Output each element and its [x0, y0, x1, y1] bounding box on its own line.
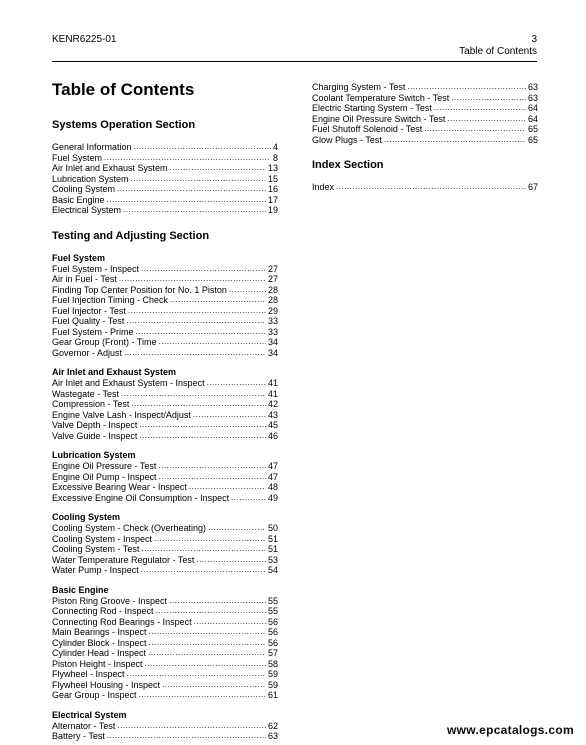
toc-page-number: 49 [267, 492, 278, 503]
toc-entry-label: Compression - Test [52, 399, 130, 409]
toc-leader-dots [170, 295, 266, 306]
toc-entry-label: Main Bearings - Inspect [52, 627, 147, 637]
toc-leader-dots [159, 337, 266, 348]
toc-leader-dots [447, 114, 526, 125]
toc-entry-label: Connecting Rod - Inspect [52, 606, 154, 616]
toc-leader-dots [139, 420, 266, 431]
toc-page-number: 42 [267, 399, 278, 409]
toc-entry-label: Alternator - Test [52, 720, 116, 731]
toc-entry[interactable] [52, 410, 278, 421]
toc-subsection-heading: Air Inlet and Exhaust System [52, 367, 177, 377]
toc-page-number: 67 [527, 182, 538, 192]
toc-subsection-heading: Electrical System [52, 709, 127, 720]
toc-page-number: 19 [267, 205, 278, 215]
toc-leader-dots [162, 680, 266, 691]
toc-page-number: 61 [267, 690, 278, 700]
toc-entry-label: Air Inlet and Exhaust System - Inspect [52, 378, 205, 388]
toc-leader-dots [119, 274, 266, 285]
toc-entry[interactable] [52, 195, 278, 206]
toc-entry[interactable] [52, 431, 278, 442]
toc-page-number: 63 [267, 731, 278, 741]
toc-leader-dots [154, 534, 266, 545]
toc-leader-dots [169, 596, 266, 607]
toc-page-number: 47 [267, 461, 278, 471]
toc-page-number: 48 [267, 482, 278, 492]
toc-entry-label: Piston Height - Inspect [52, 658, 143, 669]
toc-leader-dots [134, 142, 271, 153]
toc-page-number: 55 [267, 606, 278, 616]
toc-leader-dots [117, 721, 266, 732]
toc-page-number: 50 [267, 523, 278, 533]
toc-entry-label: Air in Fuel - Test [52, 274, 117, 284]
toc-entry-label: Connecting Rod Bearings - Inspect [52, 616, 192, 627]
toc-entry[interactable] [52, 461, 278, 472]
toc-leader-dots [107, 731, 266, 742]
toc-page-number: 56 [267, 627, 278, 637]
toc-leader-dots [107, 195, 266, 206]
watermark-url: www.epcatalogs.com [447, 723, 574, 737]
toc-page-number: 8 [272, 152, 278, 163]
toc-entry[interactable] [52, 680, 278, 691]
toc-entry[interactable] [52, 420, 278, 431]
toc-leader-dots [145, 659, 266, 670]
toc-page-number: 41 [267, 388, 278, 399]
toc-section-heading: Testing and Adjusting Section [52, 229, 210, 242]
toc-entry-label: Lubrication System [52, 173, 129, 184]
toc-leader-dots [104, 153, 271, 164]
toc-entry[interactable] [52, 565, 278, 576]
toc-entry[interactable] [52, 731, 278, 742]
toc-page-number: 58 [267, 658, 278, 669]
toc-leader-dots [139, 690, 266, 701]
toc-entry[interactable] [52, 534, 278, 545]
toc-left-column [52, 80, 278, 742]
toc-entry-label: Engine Oil Pressure Switch - Test [312, 113, 446, 124]
toc-entry[interactable] [52, 153, 278, 164]
toc-entry[interactable] [52, 327, 278, 338]
toc-entry-label: Finding Top Center Position for No. 1 Piston [52, 284, 227, 295]
toc-section-heading: Systems Operation Section [52, 119, 196, 131]
toc-page-number: 65 [527, 134, 538, 145]
toc-leader-dots [121, 389, 266, 400]
toc-entry-label: Valve Guide - Inspect [52, 430, 138, 441]
toc-page-number: 63 [527, 92, 538, 103]
toc-entry-label: Cylinder Head - Inspect [52, 648, 147, 658]
toc-leader-dots [193, 410, 266, 421]
toc-page-number: 59 [267, 669, 278, 679]
toc-leader-dots [208, 523, 266, 534]
toc-page-number: 34 [267, 337, 278, 347]
toc-entry[interactable] [52, 264, 278, 275]
toc-entry-label: General Information [52, 142, 132, 152]
toc-entry[interactable] [312, 82, 538, 93]
toc-page-number: 27 [267, 263, 278, 274]
toc-entry[interactable] [52, 378, 278, 389]
toc-page-number: 4 [272, 142, 278, 152]
running-header [459, 34, 537, 58]
toc-entry-label: Electrical System [52, 205, 122, 215]
toc-entry-label: Coolant Temperature Switch - Test [312, 92, 450, 103]
toc-leader-dots [384, 135, 526, 146]
toc-page-number: 27 [267, 274, 278, 284]
toc-page-number: 54 [267, 565, 278, 575]
toc-leader-dots [126, 316, 266, 327]
toc-entry[interactable] [312, 182, 538, 193]
toc-entry[interactable] [312, 114, 538, 125]
toc-entry-label: Cylinder Block - Inspect [52, 637, 147, 648]
page-title: Table of Contents [52, 80, 195, 99]
toc-leader-dots [141, 565, 266, 576]
toc-entry-label: Wastegate - Test [52, 388, 120, 399]
toc-leader-dots [131, 174, 266, 185]
toc-entry[interactable] [52, 544, 278, 555]
toc-leader-dots [141, 264, 266, 275]
page-number: 3 [531, 34, 537, 45]
toc-list-right [312, 82, 538, 193]
toc-entry[interactable] [52, 348, 278, 359]
toc-entry-label: Air Inlet and Exhaust System [52, 163, 168, 173]
toc-entry-label: Cooling System - Test [52, 544, 140, 554]
toc-page-number: 15 [267, 173, 278, 184]
toc-page-number: 51 [267, 533, 278, 544]
toc-page-number: 56 [267, 637, 278, 648]
toc-entry-label: Gear Group - Inspect [52, 690, 137, 700]
toc-entry-label: Charging System - Test [312, 82, 406, 92]
toc-entry[interactable] [52, 295, 278, 306]
toc-entry[interactable] [52, 482, 278, 493]
toc-entry[interactable] [52, 596, 278, 607]
toc-entry[interactable] [52, 163, 278, 174]
toc-entry[interactable] [52, 721, 278, 732]
toc-leader-dots [149, 638, 266, 649]
toc-entry-label: Governor - Adjust [52, 347, 123, 358]
toc-page-number: 33 [267, 326, 278, 337]
toc-list-left [52, 119, 278, 742]
toc-entry[interactable] [312, 93, 538, 104]
toc-leader-dots [434, 103, 526, 114]
toc-entry-label: Engine Oil Pressure - Test [52, 461, 157, 471]
toc-entry[interactable] [52, 523, 278, 534]
toc-entry[interactable] [52, 638, 278, 649]
toc-entry-label: Fuel Injection Timing - Check [52, 295, 169, 305]
toc-page-number: 59 [267, 679, 278, 690]
toc-leader-dots [407, 82, 526, 93]
toc-leader-dots [424, 124, 526, 135]
toc-entry[interactable] [52, 184, 278, 195]
toc-page-number: 33 [267, 316, 278, 326]
toc-entry[interactable] [52, 606, 278, 617]
toc-page-number: 64 [527, 113, 538, 124]
toc-leader-dots [141, 544, 266, 555]
toc-subsection-heading: Fuel System [52, 252, 106, 263]
toc-entry-label: Electric Starting System - Test [312, 103, 432, 113]
toc-leader-dots [194, 617, 266, 628]
toc-entry-label: Fuel System - Inspect [52, 263, 140, 274]
toc-right-column [312, 82, 538, 193]
toc-page-number: 62 [267, 720, 278, 731]
toc-entry[interactable] [52, 648, 278, 659]
toc-entry[interactable] [52, 690, 278, 701]
toc-subsection-heading: Cooling System [52, 512, 121, 522]
toc-page-number: 55 [267, 595, 278, 606]
toc-page-number: 17 [267, 194, 278, 205]
toc-entry-label: Basic Engine [52, 194, 105, 205]
toc-entry[interactable] [52, 472, 278, 483]
toc-leader-dots [189, 482, 266, 493]
toc-leader-dots [229, 285, 266, 296]
toc-entry[interactable] [52, 617, 278, 628]
toc-entry-label: Water Temperature Regulator - Test [52, 554, 195, 565]
toc-entry[interactable] [52, 389, 278, 400]
toc-entry-label: Fuel Shutoff Solenoid - Test [312, 124, 423, 134]
toc-leader-dots [159, 472, 266, 483]
toc-leader-dots [124, 348, 266, 359]
toc-entry[interactable] [52, 399, 278, 410]
toc-leader-dots [156, 606, 266, 617]
toc-entry-label: Gear Group (Front) - Time [52, 337, 157, 347]
toc-entry[interactable] [52, 659, 278, 670]
toc-entry-label: Excessive Engine Oil Consumption - Inspect [52, 492, 230, 503]
toc-leader-dots [196, 555, 266, 566]
toc-entry-label: Fuel System [52, 152, 103, 163]
toc-leader-dots [148, 648, 266, 659]
toc-entry[interactable] [52, 669, 278, 680]
toc-entry[interactable] [312, 135, 538, 146]
toc-entry-label: Flywheel - Inspect [52, 669, 125, 679]
toc-page-number: 16 [267, 184, 278, 194]
toc-entry[interactable] [52, 337, 278, 348]
toc-entry-label: Excessive Bearing Wear - Inspect [52, 482, 187, 492]
toc-leader-dots [127, 669, 266, 680]
toc-page-number: 29 [267, 305, 278, 316]
toc-page-number: 46 [267, 430, 278, 441]
toc-entry[interactable] [52, 285, 278, 296]
toc-page-number: 28 [267, 284, 278, 295]
toc-entry[interactable] [52, 627, 278, 638]
toc-entry[interactable] [52, 142, 278, 153]
toc-entry-label: Battery - Test [52, 731, 105, 741]
toc-leader-dots [123, 205, 266, 216]
toc-entry-label: Cooling System [52, 184, 116, 194]
toc-leader-dots [207, 378, 266, 389]
toc-page-number: 28 [267, 295, 278, 305]
toc-page-number: 56 [267, 616, 278, 627]
toc-page-number: 45 [267, 420, 278, 430]
toc-page-number: 63 [527, 82, 538, 92]
toc-subsection-heading: Lubrication System [52, 450, 136, 460]
toc-entry[interactable] [52, 174, 278, 185]
toc-entry-label: Fuel Injector - Test [52, 305, 126, 316]
toc-page-number: 51 [267, 544, 278, 554]
toc-entry[interactable] [52, 306, 278, 317]
toc-entry-label: Glow Plugs - Test [312, 134, 382, 145]
header-rule [52, 61, 537, 62]
toc-entry[interactable] [52, 205, 278, 216]
toc-leader-dots [231, 493, 266, 504]
toc-subsection-heading: Basic Engine [52, 584, 109, 595]
toc-entry-label: Fuel System - Prime [52, 326, 134, 337]
toc-entry-label: Fuel Quality - Test [52, 316, 125, 326]
toc-entry-label: Flywheel Housing - Inspect [52, 679, 161, 690]
toc-entry[interactable] [52, 274, 278, 285]
toc-entry-label: Valve Depth - Inspect [52, 420, 138, 430]
toc-section-heading: Index Section [312, 159, 384, 171]
toc-page-number: 47 [267, 471, 278, 482]
toc-page-number: 13 [267, 163, 278, 173]
toc-page-number: 65 [527, 124, 538, 134]
toc-leader-dots [128, 306, 266, 317]
toc-page-number: 41 [267, 378, 278, 388]
toc-page-number: 64 [527, 103, 538, 113]
toc-leader-dots [117, 184, 266, 195]
toc-entry[interactable] [312, 124, 538, 135]
toc-page-number: 43 [267, 409, 278, 420]
toc-entry[interactable] [52, 493, 278, 504]
toc-entry-label: Engine Valve Lash - Inspect/Adjust [52, 409, 191, 420]
toc-leader-dots [451, 93, 526, 104]
toc-leader-dots [158, 461, 266, 472]
toc-entry-label: Index [312, 182, 335, 192]
toc-page-number: 34 [267, 347, 278, 358]
toc-entry-label: Engine Oil Pump - Inspect [52, 471, 157, 482]
toc-page-number: 57 [267, 648, 278, 658]
toc-entry-label: Cooling System - Check (Overheating) [52, 523, 207, 533]
toc-leader-dots [136, 327, 266, 338]
toc-leader-dots [139, 431, 266, 442]
toc-entry[interactable] [312, 103, 538, 114]
document-code: KENR6225-01 [52, 34, 117, 45]
toc-entry-label: Cooling System - Inspect [52, 533, 153, 544]
toc-leader-dots [149, 627, 266, 638]
toc-leader-dots [131, 399, 266, 410]
toc-entry[interactable] [52, 316, 278, 327]
toc-entry[interactable] [52, 555, 278, 566]
toc-leader-dots [336, 182, 526, 193]
toc-leader-dots [170, 163, 266, 174]
toc-page-number: 53 [267, 554, 278, 565]
toc-entry-label: Water Pump - Inspect [52, 565, 139, 575]
running-title: Table of Contents [459, 46, 537, 57]
toc-entry-label: Piston Ring Groove - Inspect [52, 595, 168, 606]
